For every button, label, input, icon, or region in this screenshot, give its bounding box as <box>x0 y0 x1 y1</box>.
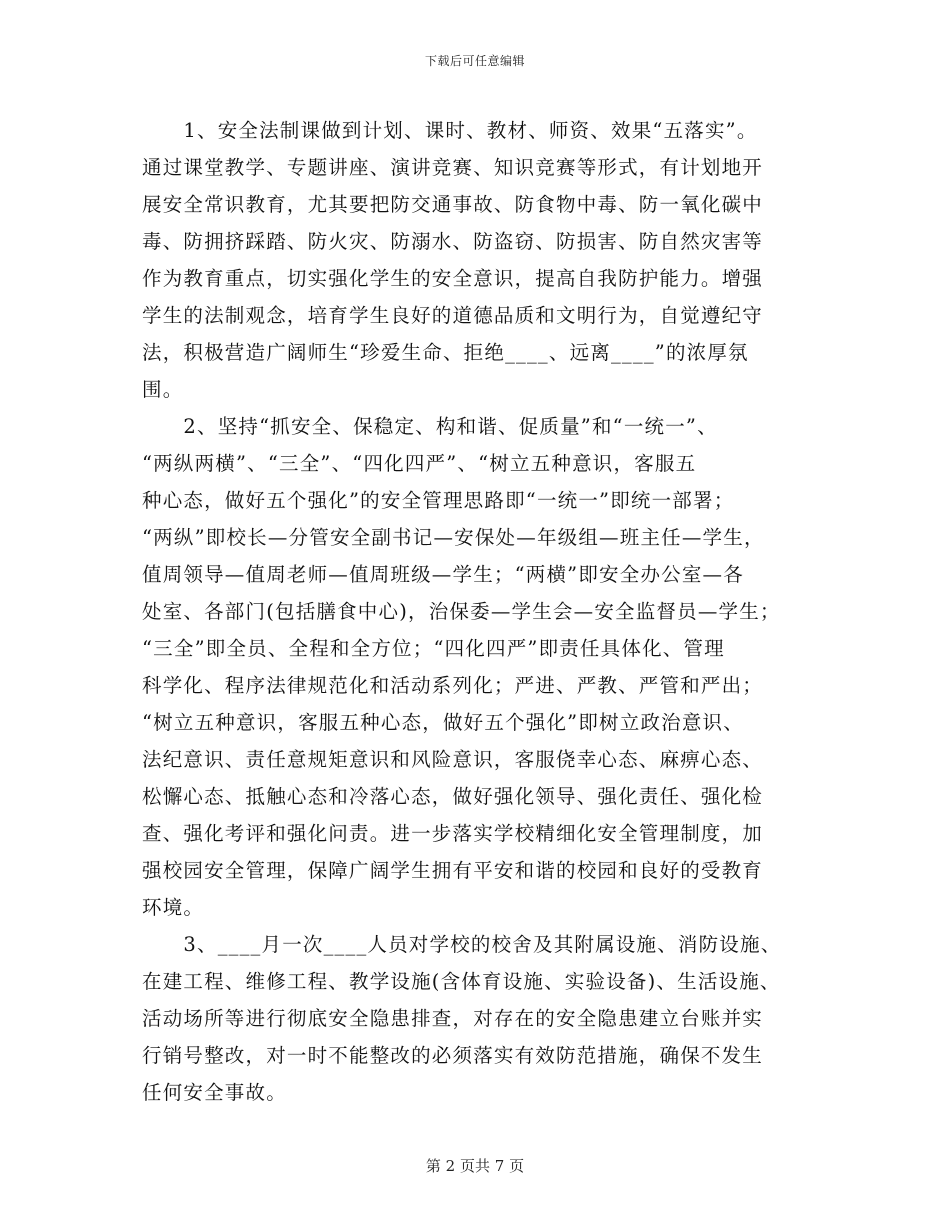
paragraph-3 <box>142 926 802 1111</box>
text-line: 种心态，做好五个强化”的安全管理思路即“一统一”即统一部署； <box>142 489 735 512</box>
text-line: 任何安全事故。 <box>142 1081 287 1104</box>
text-line: 查、强化考评和强化问责。进一步落实学校精细化安全管理制度，加 <box>142 822 764 845</box>
text-line: 松懈心态、抵触心态和冷落心态，做好强化领导、强化责任、强化检 <box>142 785 764 808</box>
text-line: 作为教育重点，切实强化学生的安全意识，提高自我防护能力。增强 <box>142 267 764 290</box>
text-line: “树立五种意识，客服五种心态，做好五个强化”即树立政治意识、 <box>142 711 744 734</box>
text-line: 处室、各部门(包括膳食中心)，治保委—学生会—安全监督员—学生； <box>142 600 781 623</box>
document-body <box>142 112 802 1111</box>
text-line: 通过课堂教学、专题讲座、演讲竞赛、知识竞赛等形式，有计划地开 <box>142 156 764 179</box>
text-line: 强校园安全管理，保障广阔学生拥有平安和谐的校园和良好的受教育 <box>142 859 764 882</box>
page-header: 下载后可任意编辑 <box>424 54 525 68</box>
text-line: “两纵两横”、“三全”、“四化四严”、“树立五种意识，客服五 <box>142 452 697 475</box>
text-line: 法纪意识、责任意规矩意识和风险意识，客服侥幸心态、麻痹心态、 <box>142 748 764 771</box>
text-line: 学生的法制观念，培育学生良好的道德品质和文明行为，自觉遵纪守 <box>142 304 764 327</box>
text-line: 行销号整改，对一时不能整改的必须落实有效防范措施，确保不发生 <box>142 1044 764 1067</box>
text-line: 值周领导—值周老师—值周班级—学生；“两横”即安全办公室—各 <box>142 563 744 586</box>
text-line: 围。 <box>142 378 184 401</box>
text-line: 科学化、程序法律规范化和活动系列化；严进、严教、严管和严出； <box>142 674 764 697</box>
text-line: 1、安全法制课做到计划、课时、教材、师资、效果“五落实”。 <box>142 119 758 142</box>
paragraph-1 <box>142 112 802 408</box>
page-footer: 第 2 页共 7 页 <box>425 1157 525 1175</box>
text-line: “两纵”即校长—分管安全副书记—安保处—年级组—班主任—学生， <box>142 526 765 549</box>
text-line: 展安全常识教育，尤其要把防交通事故、防食物中毒、防一氧化碳中 <box>142 193 764 216</box>
text-line: 3、____月一次____人员对学校的校舍及其附属设施、消防设施、 <box>142 933 782 956</box>
text-line: 环境。 <box>142 896 205 919</box>
text-line: 毒、防拥挤踩踏、防火灾、防溺水、防盗窃、防损害、防自然灾害等 <box>142 230 764 253</box>
text-line: 法，积极营造广阔师生“珍爱生命、拒绝____、远离____”的浓厚氛 <box>142 341 749 364</box>
text-line: 在建工程、维修工程、教学设施(含体育设施、实验设备)、生活设施、 <box>142 970 781 993</box>
text-line: 2、坚持“抓安全、保稳定、构和谐、促质量”和“一统一”、 <box>142 415 718 438</box>
text-line: “三全”即全员、全程和全方位；“四化四严”即责任具体化、管理 <box>142 637 725 660</box>
paragraph-2 <box>142 408 802 926</box>
text-line: 活动场所等进行彻底安全隐患排查，对存在的安全隐患建立台账并实 <box>142 1007 764 1030</box>
